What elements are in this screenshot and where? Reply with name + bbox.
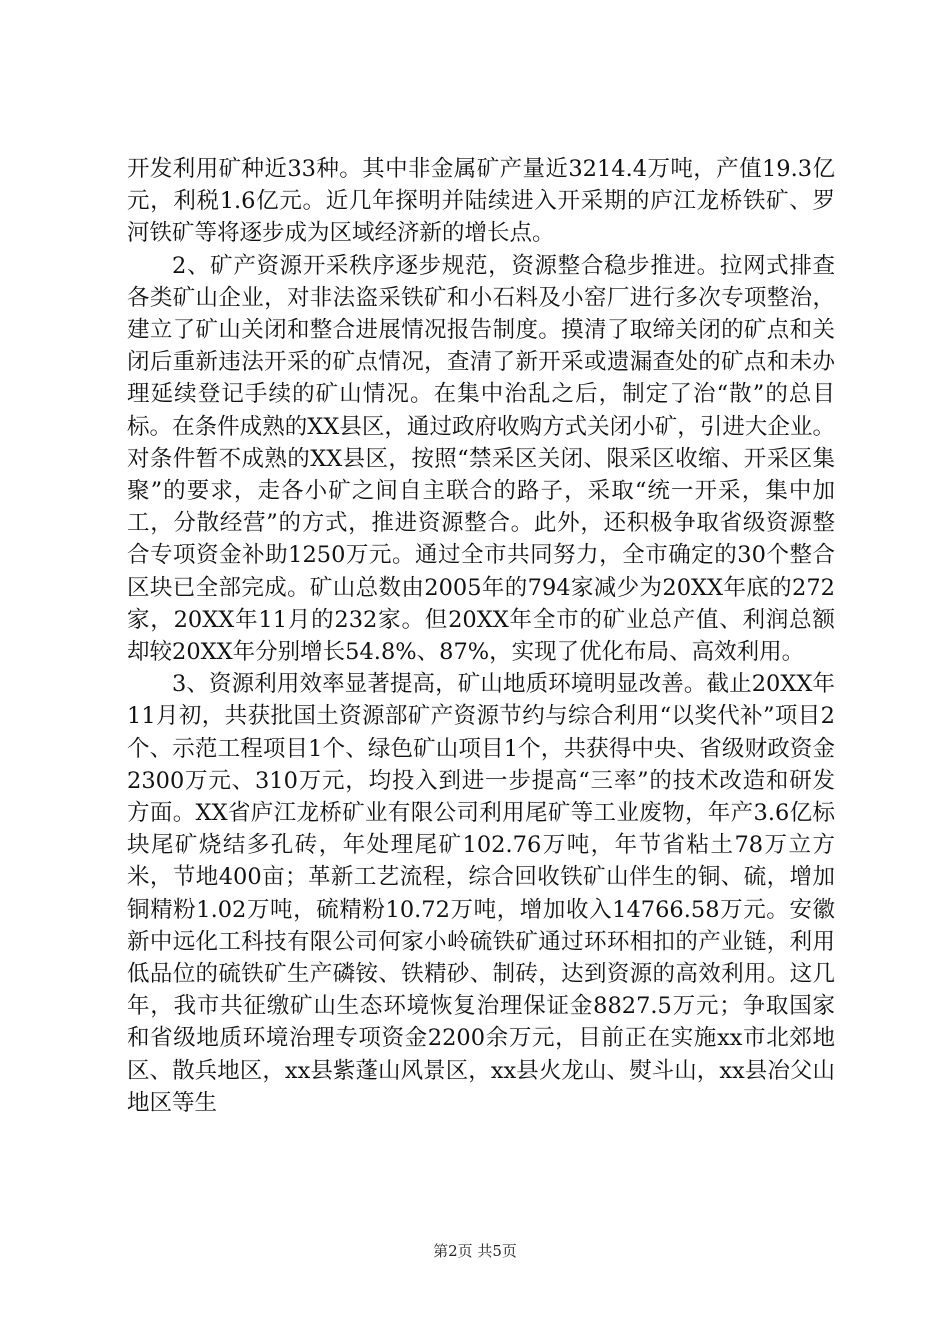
page-footer: 第2页 共5页: [433, 1242, 517, 1260]
document-body: [127, 153, 835, 1119]
paragraph-continued: 开发利用矿种近33种。其中非金属矿产量近3214.4万吨，产值19.3亿元，利税1.6亿元。近几年探明并陆续进入开采期的庐江龙桥铁矿、罗河铁矿等将逐步成为区域经济新的增长点。: [127, 156, 835, 247]
paragraph-2: 2、矿产资源开采秩序逐步规范，资源整合稳步推进。拉网式排查各类矿山企业，对非法盗采铁矿和小石料及小窑厂进行多次专项整治，建立了矿山关闭和整合进展情况报告制度。摸清了取缔关闭的矿点和关闭后重新违法开采的矿点情况，查清了新开采或遗漏查处的矿点和未办理延续登记手续的矿山情况。在集中治乱之后，制定了治“散”的总目标。在条件成熟的XX县区，通过政府收购方式关闭小矿，引进大企业。对条件暂不成熟的XX县区，按照“禁采区关闭、限采区收缩、开采区集聚”的要求，走各小矿之间自主联合的路子，采取“统一开采，集中加工，分散经营”的方式，推进资源整合。此外，还积极争取省级资源整合专项资金补助1250万元。通过全市共同努力，全市确定的30个整合区块已全部完成。矿山总数由2005年的794家减少为20XX年底的272家，20XX年11月的232家。但20XX年全市的矿业总产值、利润总额却较20XX年分别增长54.8%、87%，实现了优化布局、高效利用。: [127, 252, 835, 666]
paragraph-3: 3、资源利用效率显著提高，矿山地质环境明显改善。截止20XX年11月初，共获批国土资源部矿产资源节约与综合利用“以奖代补”项目2个、示范工程项目1个、绿色矿山项目1个，共获得中央、省级财政资金2300万元、310万元，均投入到进一步提高“三率”的技术改造和研发方面。XX省庐江龙桥矿业有限公司利用尾矿等工业废物，年产3.6亿标块尾矿烧结多孔砖，年处理尾矿102.76万吨，年节省粘土78万立方米，节地400亩；革新工艺流程，综合回收铁矿山伴生的铜、硫，增加铜精粉1.02万吨，硫精粉10.72万吨，增加收入14766.58万元。安徽新中远化工科技有限公司何家小岭硫铁矿通过环环相扣的产业链，利用低品位的硫铁矿生产磷铵、铁精砂、制砖，达到资源的高效利用。这几年，我市共征缴矿山生态环境恢复治理保证金8827.5万元；争取国家和省级地质环境治理专项资金2200余万元，目前正在实施xx市北郊地区、散兵地区，xx县紫蓬山风景区，xx县火龙山、熨斗山，xx县冶父山地区等生: [127, 671, 835, 1116]
